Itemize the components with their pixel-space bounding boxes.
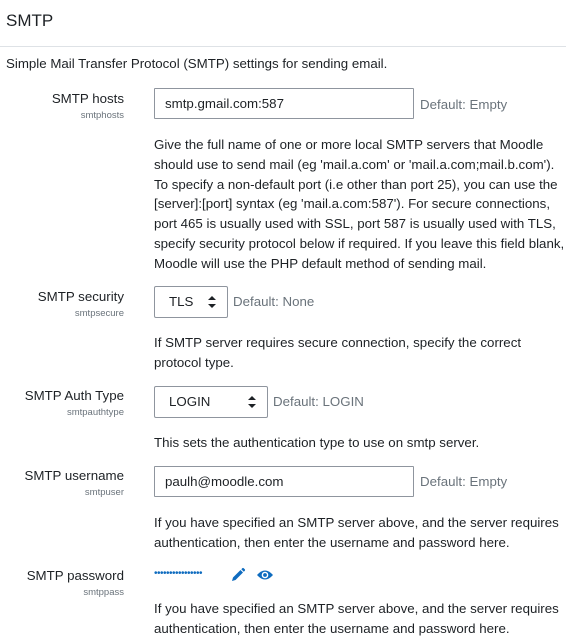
- section-title: SMTP: [6, 11, 54, 30]
- smtpauthtype-selected-value: LOGIN: [169, 394, 211, 409]
- smtppass-description: If you have specified an SMTP server above, and the server requires authentication, then enter the username and password here.: [154, 601, 559, 636]
- smtphosts-description: Give the full name of one or more local SMTP servers that Moodle should use to send mail (eg 'mail.a.com' or 'mail.a.com;mail.b.com'). To specify a non-default port (i.e other than port 25), you can use the [server]:[port] syntax (eg 'mail.a.com:587'). For secure connections, port 465 is usually used with SSL, port 587 is usually used with TLS, specify security protocol below if required. If you leave this field blank, Moodle will use the PHP default method of sending mail.: [154, 137, 565, 271]
- smtppass-name: smtppass: [83, 587, 124, 598]
- smtphosts-default: Default: Empty: [420, 97, 508, 112]
- smtpsecure-description: If SMTP server requires secure connection, specify the correct protocol type.: [154, 335, 522, 370]
- smtpsecure-label: SMTP security: [37, 289, 124, 304]
- eye-icon[interactable]: [256, 568, 274, 582]
- smtphosts-input[interactable]: [154, 88, 414, 119]
- smtpauthtype-description: This sets the authentication type to use on smtp server.: [154, 435, 480, 450]
- smtpauthtype-name: smtpauthtype: [66, 407, 124, 418]
- smtphosts-label: SMTP hosts: [51, 91, 124, 106]
- smtpuser-name: smtpuser: [84, 487, 124, 498]
- smtppass-label: SMTP password: [26, 568, 124, 583]
- smtpauthtype-select[interactable]: [154, 386, 268, 418]
- smtpauthtype-label: SMTP Auth Type: [24, 388, 124, 403]
- smtpuser-description: If you have specified an SMTP server above, and the server requires authentication, then enter the username and password here.: [154, 515, 559, 550]
- up-down-chevron-icon: [247, 387, 257, 429]
- smtppass-masked-value[interactable]: ••••••••••••••••: [154, 568, 203, 579]
- smtpauthtype-default: Default: LOGIN: [273, 394, 364, 409]
- section-divider: [0, 46, 566, 47]
- pencil-icon[interactable]: [230, 567, 246, 583]
- smtpsecure-default: Default: None: [233, 294, 315, 309]
- section-description: Simple Mail Transfer Protocol (SMTP) settings for sending email.: [6, 56, 388, 71]
- smtpuser-label: SMTP username: [24, 468, 124, 483]
- up-down-chevron-icon: [207, 287, 217, 329]
- smtpsecure-name: smtpsecure: [74, 308, 124, 319]
- smtphosts-name: smtphosts: [80, 110, 124, 121]
- smtpuser-default: Default: Empty: [420, 474, 508, 489]
- smtpsecure-select[interactable]: [154, 286, 228, 318]
- smtpsecure-selected-value: TLS: [169, 294, 194, 309]
- smtpuser-input[interactable]: [154, 466, 414, 497]
